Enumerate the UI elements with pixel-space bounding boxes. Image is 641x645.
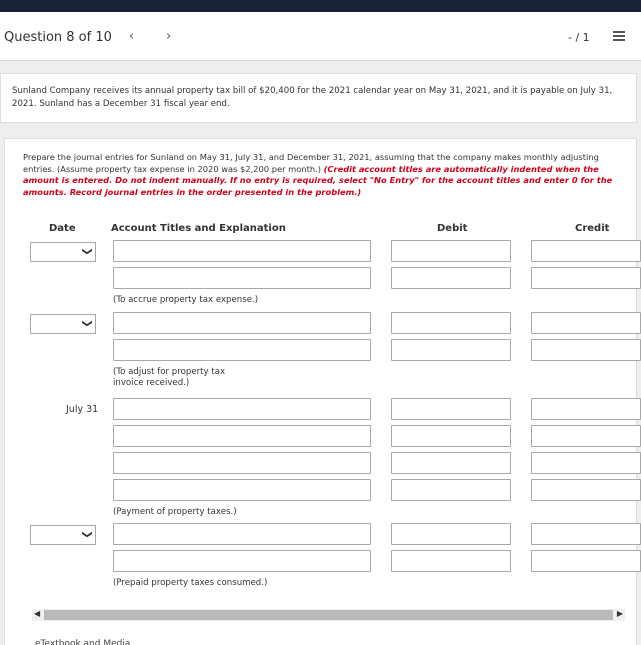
credit-input-1b[interactable]: [531, 267, 641, 289]
top-bar: [0, 0, 641, 12]
question-score: - / 1: [568, 31, 590, 44]
debit-input-4b[interactable]: [391, 550, 511, 572]
debit-input-3b[interactable]: [391, 425, 511, 447]
header-debit: Debit: [437, 223, 468, 234]
problem-statement: [0, 73, 637, 123]
debit-input-3c[interactable]: [391, 452, 511, 474]
debit-input-1a[interactable]: [391, 240, 511, 262]
credit-input-3b[interactable]: [531, 425, 641, 447]
debit-input-4a[interactable]: [391, 523, 511, 545]
chevron-down-icon: ❯: [81, 319, 93, 328]
debit-input-2b[interactable]: [391, 339, 511, 361]
explanation-4: (Prepaid property taxes consumed.): [113, 578, 268, 588]
explanation-1: (To accrue property tax expense.): [113, 295, 259, 305]
account-input-3a[interactable]: [113, 398, 371, 420]
problem-text: Sunland Company receives its annual property tax bill of $20,400 for the 2021 calendar year on May 31, 2021, and it is payable on July 31, 2021. Sunland has a December 31 fiscal year end.: [12, 86, 613, 109]
date-july-31: July 31: [66, 404, 99, 415]
credit-input-2b[interactable]: [531, 339, 641, 361]
scrollbar-thumb[interactable]: [44, 610, 613, 620]
credit-input-2a[interactable]: [531, 312, 641, 334]
chevron-down-icon: ❯: [81, 247, 93, 256]
horizontal-scrollbar[interactable]: [32, 609, 625, 621]
credit-input-4a[interactable]: [531, 523, 641, 545]
date-select-1[interactable]: [30, 242, 96, 262]
chevron-down-icon: ❯: [81, 530, 93, 539]
list-icon[interactable]: [613, 31, 625, 42]
credit-input-4b[interactable]: [531, 550, 641, 572]
previous-question-button[interactable]: ‹: [129, 29, 135, 44]
account-input-1b[interactable]: [113, 267, 371, 289]
header-credit: Credit: [575, 223, 610, 234]
instructions: [23, 152, 623, 198]
credit-input-3d[interactable]: [531, 479, 641, 501]
scroll-left-icon[interactable]: ◀: [34, 609, 41, 618]
account-input-2b[interactable]: [113, 339, 371, 361]
account-input-1a[interactable]: [113, 240, 371, 262]
account-input-4b[interactable]: [113, 550, 371, 572]
date-select-2[interactable]: [30, 314, 96, 334]
explanation-3: (Payment of property taxes.): [113, 507, 237, 517]
account-input-4a[interactable]: [113, 523, 371, 545]
account-input-3c[interactable]: [113, 452, 371, 474]
date-select-4[interactable]: [30, 525, 96, 545]
account-input-3d[interactable]: [113, 479, 371, 501]
credit-input-1a[interactable]: [531, 240, 641, 262]
account-input-3b[interactable]: [113, 425, 371, 447]
credit-input-3a[interactable]: [531, 398, 641, 420]
etextbook-link[interactable]: eTextbook and Media: [35, 639, 131, 645]
explanation-2: (To adjust for property tax invoice received.): [113, 367, 226, 388]
account-input-2a[interactable]: [113, 312, 371, 334]
question-card: [4, 138, 637, 645]
instructions-text: Prepare the journal entries for Sunland on May 31, July 31, and December 31, 2021, assuming that the company makes monthly adjusting entries. (Assume property tax expense in 2020 was $2,200 per month.): [23, 152, 599, 174]
header-date: Date: [49, 223, 76, 234]
scroll-right-icon[interactable]: ▶: [616, 609, 623, 618]
debit-input-3a[interactable]: [391, 398, 511, 420]
question-header: [0, 12, 641, 61]
question-counter: Question 8 of 10: [4, 30, 112, 45]
debit-input-3d[interactable]: [391, 479, 511, 501]
instructions-warning: (Credit account titles are automatically indented when the amount is entered. Do not indent manually. If no entry is required, select "No Entry" for the account titles and enter 0 for the amounts. Record journal entries in the order presented in the problem.): [23, 163, 613, 197]
credit-input-3c[interactable]: [531, 452, 641, 474]
next-question-button[interactable]: ›: [166, 29, 172, 44]
header-account: Account Titles and Explanation: [111, 223, 286, 234]
debit-input-2a[interactable]: [391, 312, 511, 334]
debit-input-1b[interactable]: [391, 267, 511, 289]
